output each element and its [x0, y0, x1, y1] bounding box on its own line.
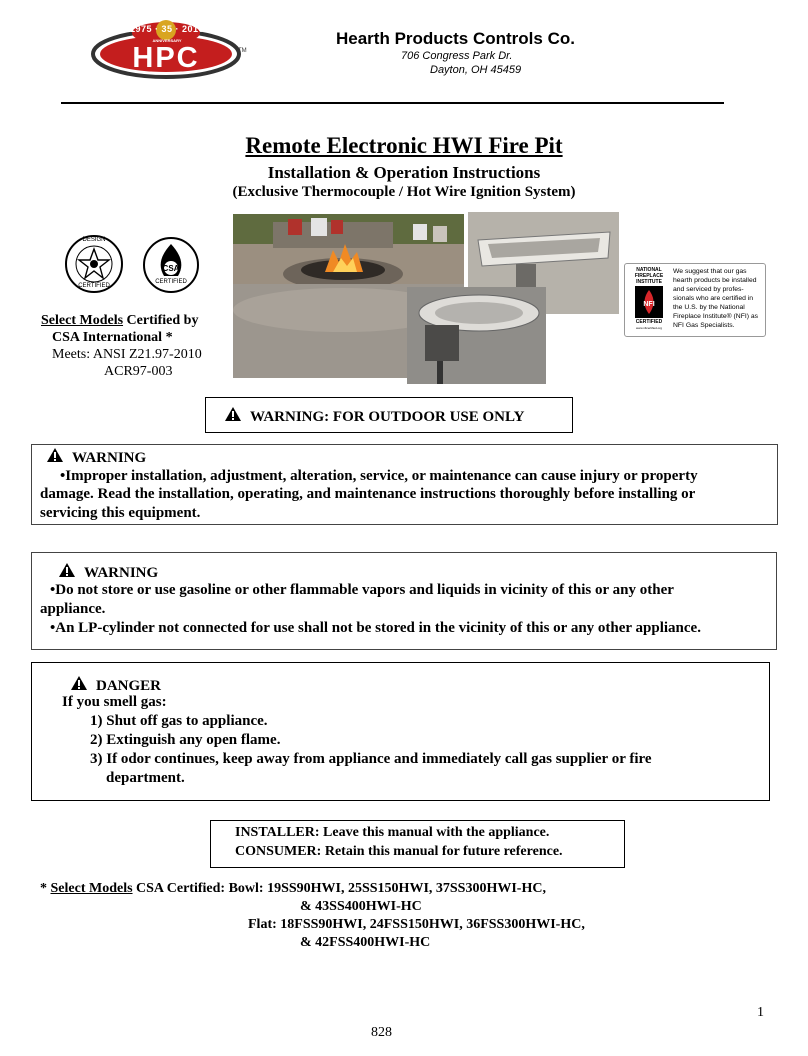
nfi-logo-line-3: INSTITUTE	[636, 279, 662, 285]
models-select-models: Select Models	[50, 881, 133, 896]
page-subtitle-2: (Exclusive Thermocouple / Hot Wire Ignition System)	[232, 184, 576, 200]
warning-1-heading	[46, 447, 146, 467]
design-badge-top: DESIGN	[82, 237, 106, 243]
doc-code: 828	[371, 1025, 392, 1040]
models-flat-label: Flat:	[248, 917, 281, 932]
nfi-text-line: sionals who are certified in	[673, 295, 754, 302]
logo-anniversary: ANNIVERSARY	[152, 38, 182, 43]
company-address-2: Dayton, OH 45459	[430, 64, 522, 76]
page-title: Remote Electronic HWI Fire Pit	[245, 133, 563, 158]
danger-step-2: 2) Extinguish any open flame.	[90, 732, 281, 748]
warning-1-line-1: •Improper installation, adjustment, alteration, service, or maintenance can cause injury or property	[60, 468, 698, 484]
cert-select-models: Select Models	[41, 313, 124, 328]
models-flat-1-row	[248, 917, 585, 933]
models-line-1	[40, 881, 546, 897]
nfi-text	[673, 267, 763, 330]
warning-triangle-icon	[58, 562, 76, 578]
models-flat-1: 18FSS90HWI, 24FSS150HWI, 36FSS300HWI-HC,	[280, 917, 585, 932]
warning-1-line-3: servicing this equipment.	[40, 505, 201, 521]
warning-triangle-icon	[46, 447, 64, 463]
installer-note-line-1: INSTALLER: Leave this manual with the appliance.	[235, 825, 550, 840]
logo-years: 1975 · 35 · 2010	[129, 24, 205, 34]
header-rule	[61, 102, 724, 104]
nfi-text-line: Fireplace Institute® (NFI) as	[673, 313, 759, 320]
nfi-badge	[624, 263, 766, 337]
models-csa-label: CSA Certified: Bowl:	[132, 881, 268, 896]
outdoor-warning-text	[224, 406, 524, 426]
logo-tm: TM	[238, 48, 247, 54]
nfi-logo-line-1: NATIONAL	[636, 267, 662, 273]
csa-certified-badge	[142, 236, 200, 294]
danger-intro: If you smell gas:	[62, 694, 167, 710]
models-bowl-1: 19SS90HWI, 25SS150HWI, 37SS300HWI-HC,	[267, 881, 546, 896]
warning-1-line-2: damage. Read the installation, operating, and maintenance instructions thoroughly before installing or	[40, 486, 696, 502]
warning-box-2	[31, 552, 777, 650]
danger-box	[31, 662, 770, 801]
danger-triangle-icon	[70, 675, 88, 691]
company-address-1: 706 Congress Park Dr.	[401, 50, 513, 62]
csa-certified-icon	[142, 236, 200, 294]
danger-step-1: 1) Shut off gas to appliance.	[90, 713, 268, 729]
cert-acr: ACR97-003	[104, 364, 173, 379]
svg-text:CSA: CSA	[162, 264, 180, 273]
cert-meets: Meets: ANSI Z21.97-2010	[52, 347, 202, 362]
page-number: 1	[757, 1005, 764, 1020]
warning-2-heading	[58, 562, 158, 582]
csa-badge-bottom: CERTIFIED	[155, 279, 187, 285]
bowl-burner-photo	[407, 287, 546, 384]
page-subtitle: Installation & Operation Instructions	[267, 163, 541, 182]
danger-step-3a: 3) If odor continues, keep away from appliance and immediately call gas supplier or fire	[90, 751, 652, 767]
nfi-logo-url: www.nficertified.org	[635, 326, 662, 330]
nfi-text-line: and serviced by profes-	[673, 286, 744, 293]
installer-note-box	[210, 820, 625, 868]
warning-2-line-2: appliance.	[40, 601, 106, 617]
warning-box-1	[31, 444, 778, 525]
svg-text:NFI: NFI	[643, 301, 655, 308]
nfi-flame-icon	[635, 286, 663, 318]
danger-heading	[70, 675, 161, 695]
company-name: Hearth Products Controls Co.	[336, 29, 575, 48]
logo-brand: HPC	[132, 42, 200, 74]
warning-2-line-1: •Do not store or use gasoline or other flammable vapors and liquids in vicinity of this or any other	[50, 582, 674, 598]
warning-1-heading-text: WARNING	[72, 450, 147, 466]
nfi-logo-certified: CERTIFIED	[635, 319, 663, 325]
installer-note-line-2: CONSUMER: Retain this manual for future reference.	[235, 844, 563, 859]
nfi-text-line: NFI Gas Specialists.	[673, 322, 735, 329]
cert-line-1	[41, 313, 198, 329]
warning-2-line-3: •An LP-cylinder not connected for use shall not be stored in the vicinity of this or any other appliance.	[50, 620, 701, 636]
nfi-logo	[629, 267, 669, 333]
design-badge-bottom: CERTIFIED	[78, 283, 110, 289]
warning-triangle-icon	[224, 406, 242, 422]
cert-csa: CSA International *	[52, 330, 173, 345]
outdoor-warning-box	[205, 397, 573, 433]
models-bowl-2: & 43SS400HWI-HC	[300, 899, 422, 914]
hpc-logo	[90, 18, 250, 80]
design-certified-badge	[64, 234, 124, 294]
nfi-text-line: the U.S. by the National	[673, 304, 745, 311]
nfi-text-line: hearth products be installed	[673, 277, 757, 284]
danger-heading-text: DANGER	[96, 678, 162, 694]
models-prefix: *	[40, 881, 51, 896]
models-flat-2: & 42FSS400HWI-HC	[300, 935, 431, 950]
nfi-logo-line-2: FIREPLACE	[634, 273, 664, 279]
danger-step-3b: department.	[106, 770, 185, 786]
warning-2-heading-text: WARNING	[84, 565, 159, 581]
outdoor-warning-label: WARNING: FOR OUTDOOR USE ONLY	[250, 409, 525, 425]
cert-certified-by: Certified by	[123, 313, 199, 328]
nfi-text-line: We suggest that our gas	[673, 268, 747, 275]
